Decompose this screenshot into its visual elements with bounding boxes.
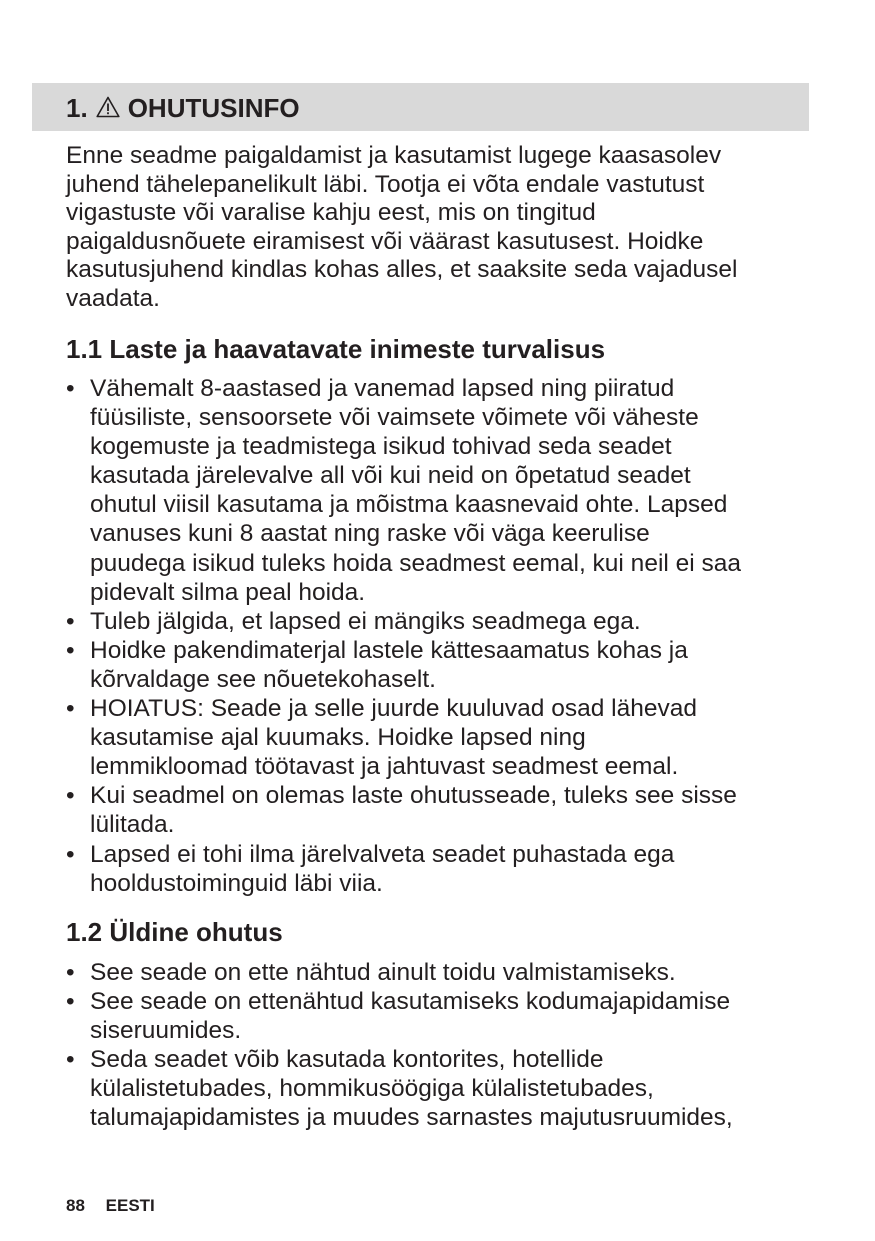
child-safety-list — [66, 374, 826, 898]
list-item — [66, 781, 826, 839]
intro-line: paigaldusnõuete eiramisest või väärast kasutusest. Hoidke — [66, 227, 704, 255]
list-item-line: lülitada. — [90, 811, 175, 839]
bullet-marker: • — [66, 840, 75, 868]
bullet-marker: • — [66, 695, 75, 723]
list-item-line: ohutul viisil kasutama ja mõistma kaasnevaid ohte. Lapsed — [90, 491, 728, 519]
bullet-marker: • — [66, 607, 75, 635]
list-item-line: Hoidke pakendimaterjal lastele kättesaamatus kohas ja — [90, 636, 688, 664]
list-item-line: See seade on ette nähtud ainult toidu valmistamiseks. — [90, 959, 676, 986]
page-footer — [66, 1196, 155, 1216]
list-item-line: kasutamise ajal kuumaks. Hoidke lapsed ning — [90, 724, 586, 752]
list-item-line: Kui seadmel on olemas laste ohutusseade, tuleks see sisse — [90, 782, 737, 810]
list-item — [66, 958, 826, 987]
general-safety-list — [66, 958, 826, 1133]
list-item-line: siseruumides. — [90, 1017, 242, 1045]
intro-line: vigastuste või varalise kahju eest, mis on tingitud — [66, 199, 596, 227]
list-item-line: Vähemalt 8-aastased ja vanemad lapsed ning piiratud — [90, 375, 675, 402]
bullet-marker: • — [66, 636, 75, 664]
bullet-marker: • — [66, 375, 75, 402]
list-item-line: talumajapidamistes ja muudes sarnastes majutusruumides, — [90, 1104, 733, 1132]
subsection-title-child-safety: 1.1 Laste ja haavatavate inimeste turvalisus — [66, 334, 606, 364]
page-number: 88 — [66, 1196, 85, 1215]
list-item-line: See seade on ettenähtud kasutamiseks kodumajapidamise — [90, 988, 731, 1016]
intro-line: Enne seadme paigaldamist ja kasutamist lugege kaasasolev — [66, 142, 722, 169]
subsection-title-general-safety: 1.2 Üldine ohutus — [66, 917, 283, 947]
list-item — [66, 607, 826, 636]
intro-line: vaadata. — [66, 284, 160, 312]
list-item — [66, 694, 826, 781]
list-item-line: füüsiliste, sensoorsete või vaimsete võimete või väheste — [90, 404, 699, 432]
list-item — [66, 374, 826, 607]
list-item-line: puudega isikud tuleks hoida seadmest eemal, kui neil ei saa — [90, 549, 742, 577]
warning-triangle-icon — [96, 96, 120, 118]
section-title-text: OHUTUSINFO — [127, 93, 300, 123]
intro-paragraph — [66, 142, 826, 314]
list-item-line: Seda seadet võib kasutada kontorites, hotellide — [90, 1046, 604, 1074]
list-item-line: pidevalt silma peal hoida. — [90, 578, 366, 606]
bullet-marker: • — [66, 988, 75, 1016]
list-item — [66, 840, 826, 898]
bullet-marker: • — [66, 959, 75, 986]
bullet-marker: • — [66, 782, 75, 810]
list-item-line: Lapsed ei tohi ilma järelvalveta seadet puhastada ega — [90, 840, 675, 868]
list-item — [66, 636, 826, 694]
list-item-line: kõrvaldage see nõuetekohaselt. — [90, 665, 436, 693]
list-item-line: Tuleb jälgida, et lapsed ei mängiks seadmega ega. — [90, 607, 641, 635]
list-item-line: vanuses kuni 8 aastat ning raske või väga keerulise — [90, 520, 650, 548]
list-item-line: HOIATUS: Seade ja selle juurde kuuluvad osad lähevad — [90, 695, 697, 723]
list-item-line: külalistetubades, hommikusöögiga külalistetubades, — [90, 1075, 654, 1103]
list-item-line: kogemuste ja teadmistega isikud tohivad seda seadet — [90, 433, 672, 461]
section-number: 1. — [66, 93, 88, 123]
intro-line: kasutusjuhend kindlas kohas alles, et saaksite seda vajadusel — [66, 256, 738, 284]
list-item-line: kasutada järelevalve all või kui neid on õpetatud seadet — [90, 462, 691, 490]
bullet-marker: • — [66, 1046, 75, 1074]
intro-line: juhend tähelepanelikult läbi. Tootja ei võta endale vastutust — [66, 170, 705, 198]
list-item — [66, 1045, 826, 1132]
section-title — [66, 93, 300, 123]
language-label: EESTI — [105, 1196, 155, 1215]
list-item-line: hooldustoiminguid läbi viia. — [90, 869, 383, 897]
list-item — [66, 987, 826, 1045]
list-item-line: lemmikloomad töötavast ja jahtuvast seadmest eemal. — [90, 753, 679, 781]
